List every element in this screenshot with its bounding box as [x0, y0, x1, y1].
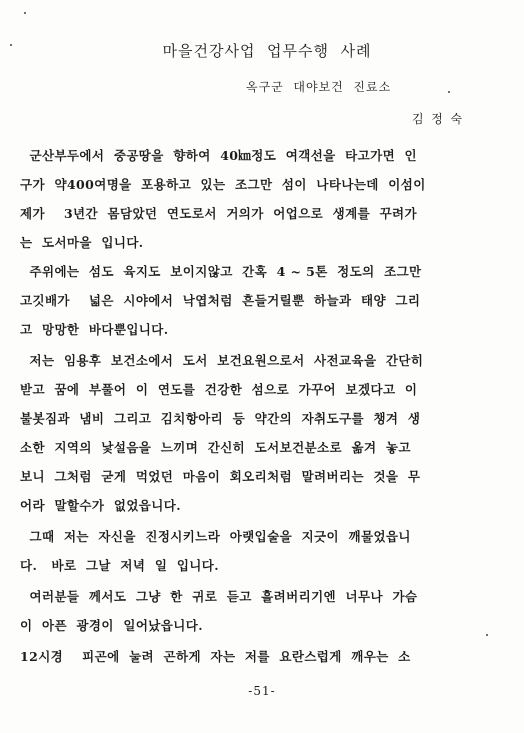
text-line: 군산부두에서 중공땅을 향하여 40㎞정도 여객선을 타고가면 인: [20, 148, 418, 163]
page-number: -51-: [248, 684, 276, 698]
text-line: 불봇짐과 냄비 그리고 김치항아리 등 약간의 자취도구를 챙겨 생: [20, 411, 421, 426]
text-line: 이 아픈 광경이 일어났읍니다.: [20, 618, 203, 633]
scan-speck: [448, 91, 450, 93]
author-name: 김 정 숙: [412, 112, 463, 126]
text-line: 보니 그처럼 굳게 먹었던 마음이 회오리처럼 말려버리는 것을 무: [20, 469, 421, 484]
scan-speck: [24, 12, 26, 14]
text-line: 는 도서마을 입니다.: [20, 235, 144, 250]
text-line: 받고 꿈에 부풀어 이 연도를 건강한 섬으로 가꾸어 보겠다고 이: [20, 382, 418, 397]
text-line: 구가 약400여명을 포용하고 있는 조그만 섬이 나타나는데 이섬이: [20, 177, 426, 192]
text-line: 고 망망한 바다뿐입니다.: [20, 322, 169, 337]
text-line: 소한 지역의 낯설음을 느끼며 간신히 도서보건분소로 옮겨 놓고: [20, 440, 411, 455]
text-line: 주위에는 섬도 육지도 보이지않고 간혹 4 ~ 5톤 정도의 조그만: [20, 264, 422, 279]
text-line: 고깃배가 넓은 시야에서 낙엽처럼 흔들거릴뿐 하늘과 태양 그리: [20, 293, 421, 308]
author-affiliation: 옥구군 대야보건 진료소: [246, 80, 392, 94]
text-line: 저는 임용후 보건소에서 도서 보건요원으로서 사전교육을 간단히: [20, 353, 424, 368]
text-line: 제가 3년간 몸담았던 연도로서 거의가 어업으로 생계를 꾸려가: [20, 206, 418, 221]
text-line: 12시경 피곤에 눌려 곤하게 자는 저를 요란스럽게 깨우는 소: [20, 649, 411, 664]
text-line: 여러분들 께서도 그냥 한 귀로 듣고 흘려버리기엔 너무나 가슴: [20, 589, 418, 604]
document-title: 마을건강사업 업무수행 사례: [162, 42, 372, 60]
text-line: 다. 바로 그날 저녁 일 입니다.: [20, 558, 219, 573]
scan-speck: [486, 634, 488, 636]
text-line: 그때 저는 자신을 진정시키느라 아랫입술을 지긋이 깨물었읍니: [20, 529, 411, 544]
text-line: 어라 말할수가 없었읍니다.: [20, 498, 181, 513]
